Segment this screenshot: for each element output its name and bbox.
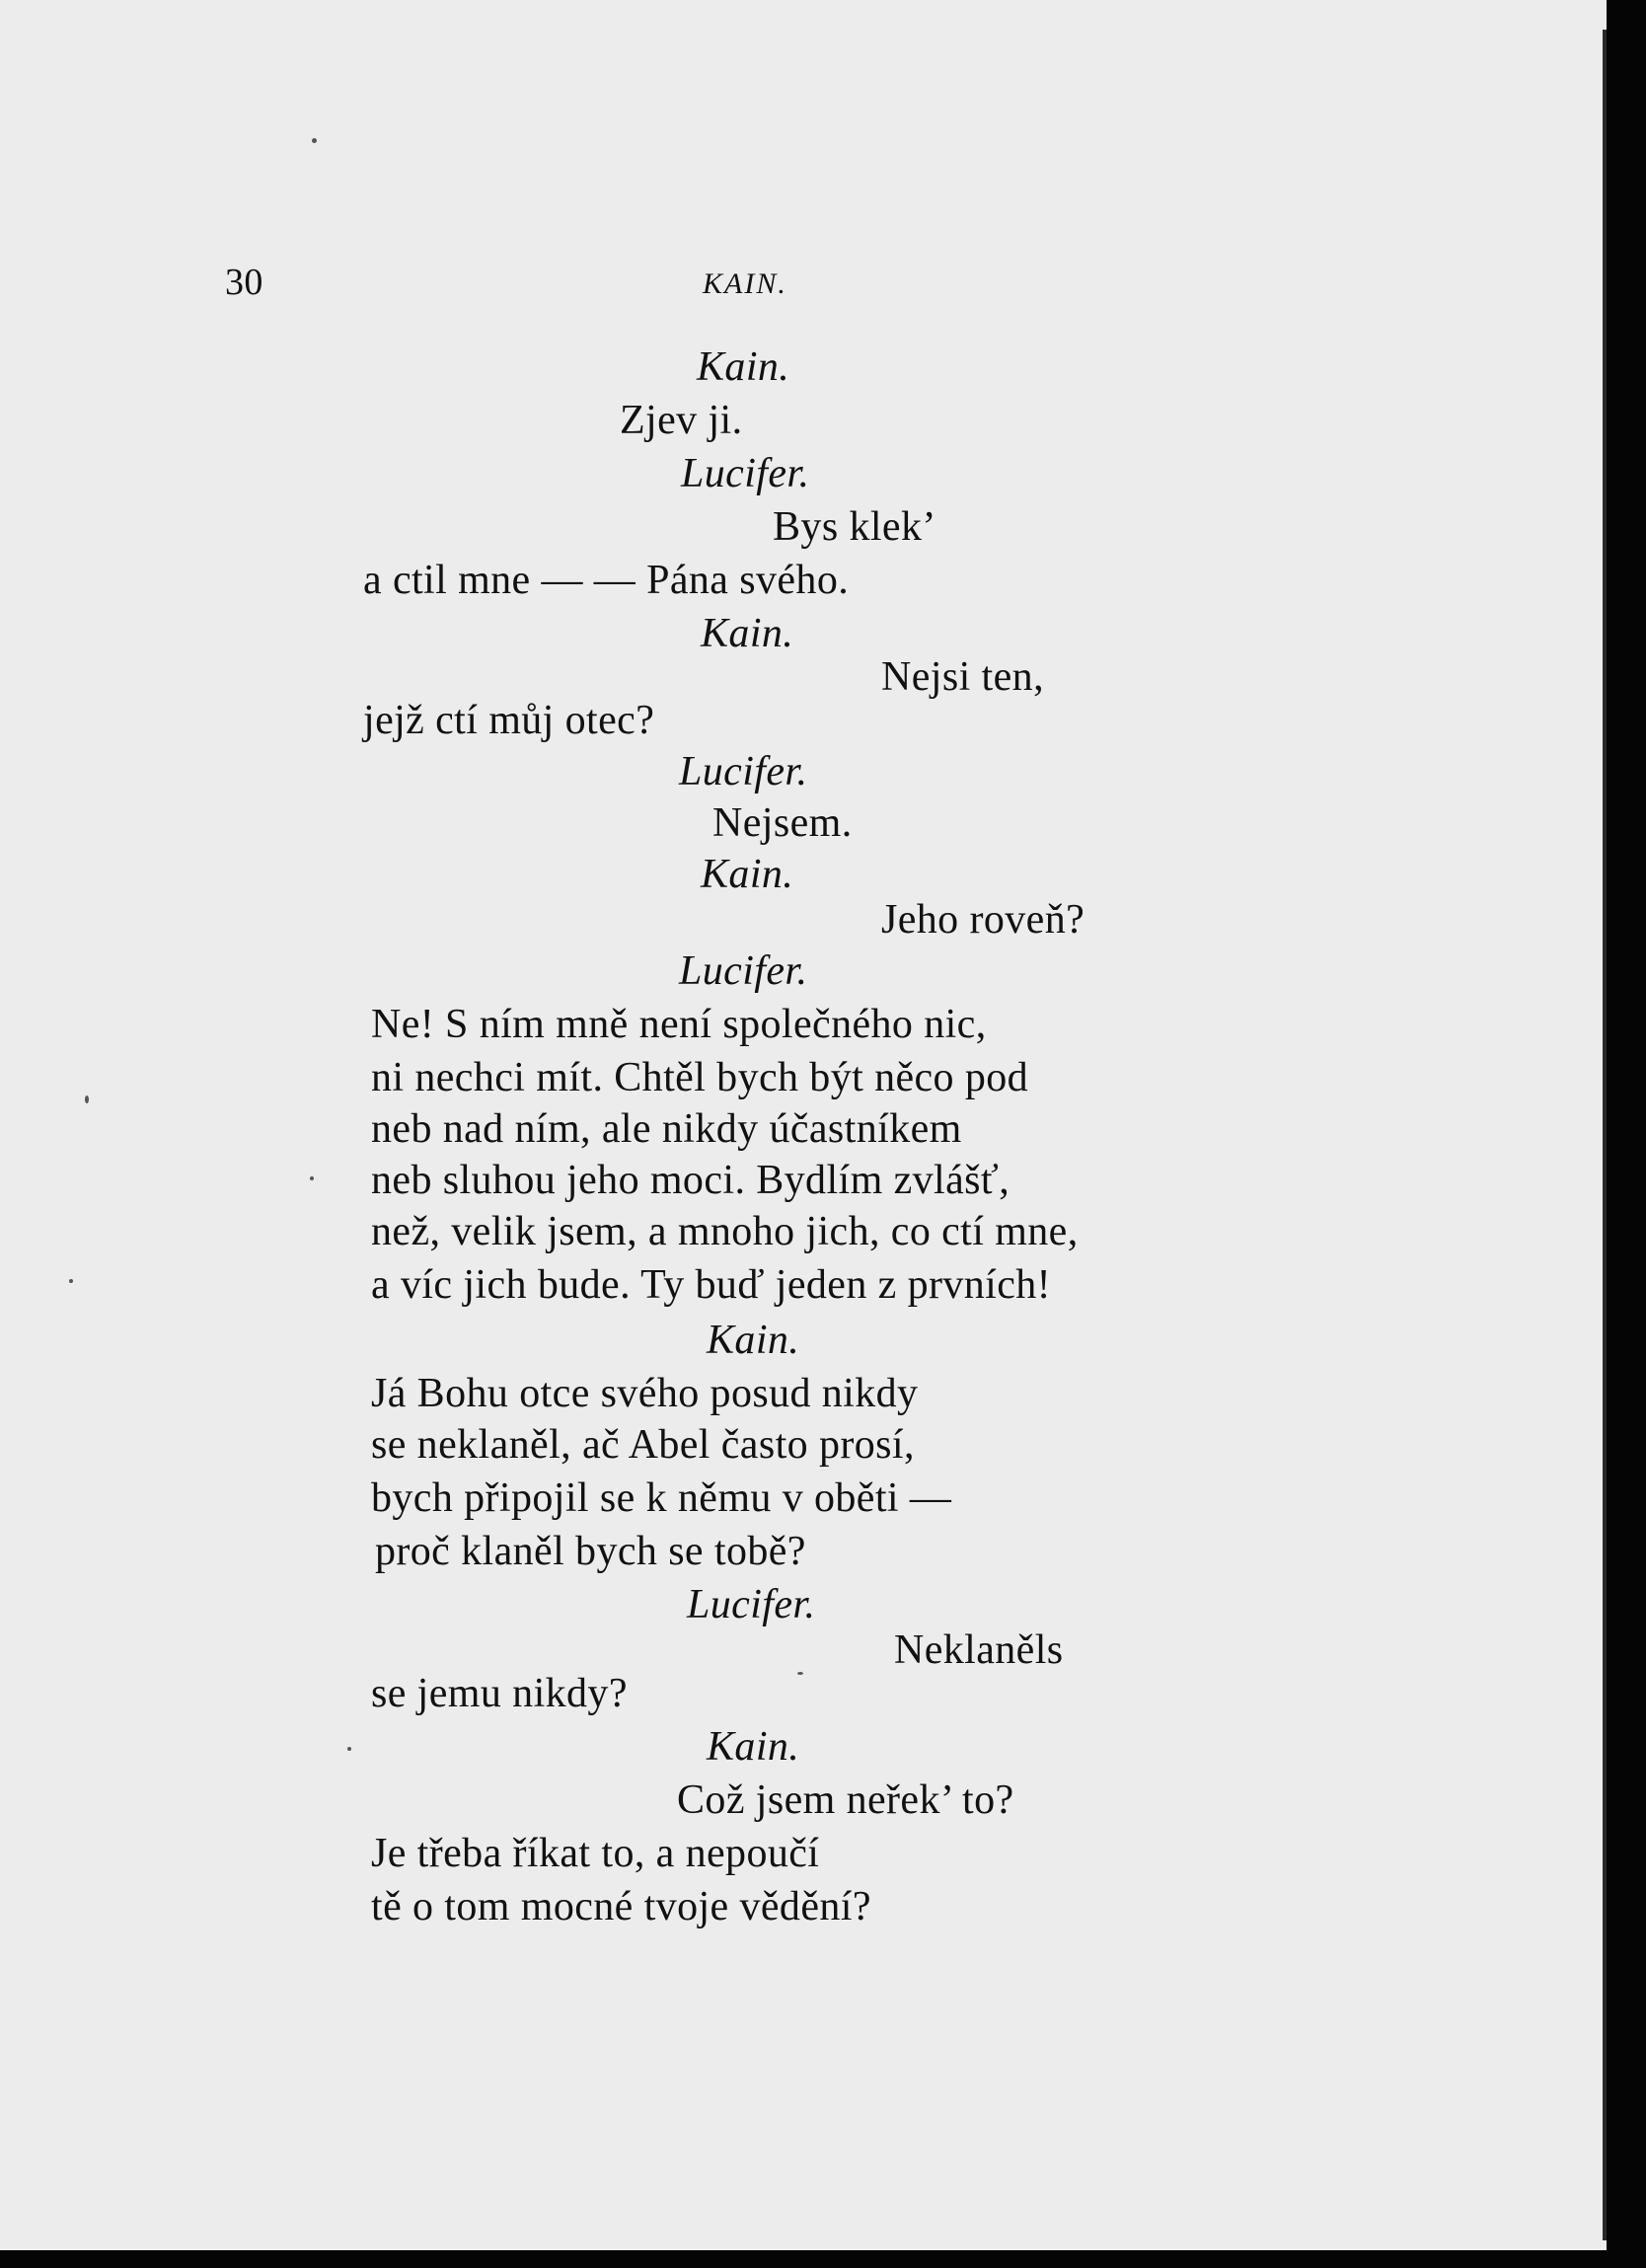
verse-line: Nejsi ten, xyxy=(881,654,1044,700)
speaker-label: Lucifer. xyxy=(679,948,808,994)
verse-line: bych připojil se k němu v oběti — xyxy=(371,1475,952,1521)
verse-line: ni nechci mít. Chtěl bych být něco pod xyxy=(371,1055,1029,1100)
verse-line: než, velik jsem, a mnoho jich, co ctí mne, xyxy=(371,1209,1079,1254)
scan-border-bottom xyxy=(0,2250,1646,2268)
speaker-label: Kain. xyxy=(707,1318,800,1363)
speaker-label: Lucifer. xyxy=(681,451,810,496)
scan-speck xyxy=(797,1672,803,1675)
speaker-label: Lucifer. xyxy=(687,1582,816,1627)
verse-line: Neklaněls xyxy=(894,1627,1064,1673)
speaker-label: Kain. xyxy=(707,1724,800,1770)
speaker-label: Kain. xyxy=(697,344,790,390)
scan-speck xyxy=(310,1176,314,1180)
speaker-label: Kain. xyxy=(701,852,794,897)
verse-line: Je třeba říkat to, a nepoučí xyxy=(371,1831,820,1876)
speaker-label: Kain. xyxy=(701,611,794,656)
speaker-label: Lucifer. xyxy=(679,749,808,794)
running-title: KAIN. xyxy=(703,267,787,300)
verse-line: Ne! S ním mně není společného nic, xyxy=(371,1002,987,1047)
verse-line: a ctil mne — — Pána svého. xyxy=(363,558,850,603)
verse-line: neb sluhou jeho moci. Bydlím zvlášť, xyxy=(371,1158,1010,1203)
page-number: 30 xyxy=(225,262,263,303)
verse-line: tě o tom mocné tvoje vědění? xyxy=(371,1884,871,1929)
scan-speck xyxy=(85,1096,89,1103)
verse-line: se neklaněl, ač Abel často prosí, xyxy=(371,1422,915,1468)
verse-line: jejž ctí můj otec? xyxy=(363,698,655,743)
scan-border-right xyxy=(1607,0,1646,2268)
verse-line: Bys klek’ xyxy=(773,504,936,550)
verse-line: Nejsem. xyxy=(712,800,853,846)
verse-line: neb nad ním, ale nikdy účastníkem xyxy=(371,1106,962,1152)
scan-speck xyxy=(69,1279,73,1283)
verse-line: a víc jich bude. Ty buď jeden z prvních! xyxy=(371,1262,1052,1308)
verse-line: proč klaněl bych se tobě? xyxy=(375,1529,806,1574)
verse-line: Jeho roveň? xyxy=(881,897,1085,943)
scan-speck xyxy=(347,1747,351,1751)
verse-line: Já Bohu otce svého posud nikdy xyxy=(371,1371,919,1416)
scan-speck xyxy=(312,138,317,143)
verse-line: Zjev ji. xyxy=(620,398,743,443)
verse-line: se jemu nikdy? xyxy=(371,1671,628,1716)
verse-line: Což jsem neřek’ to? xyxy=(677,1777,1014,1823)
